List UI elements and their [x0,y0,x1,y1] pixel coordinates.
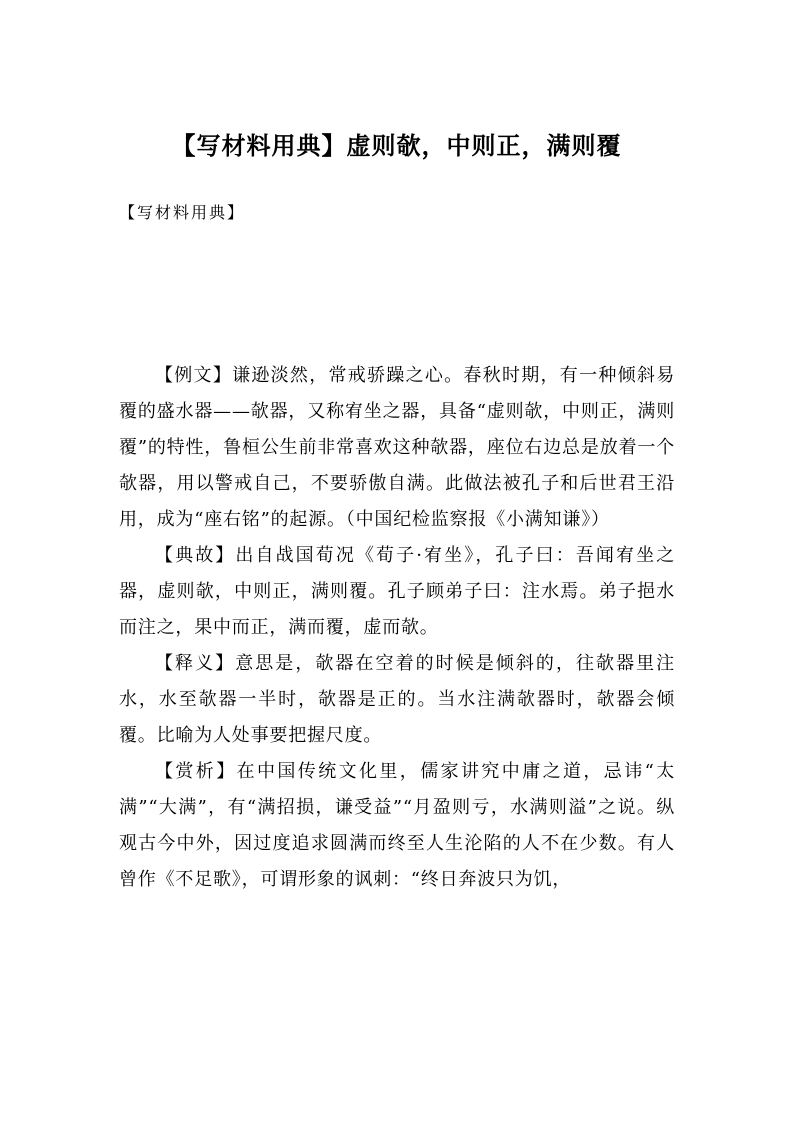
paragraph-allusion: 【典故】出自战国荀况《荀子·宥坐》，孔子曰：吾闻宥坐之器，虚则欹，中则正，满则覆。孔子顾弟子曰：注水焉。弟子挹水而注之，果中而正，满而覆，虚而欹。 [119,545,675,638]
document-title: 【写材料用典】虚则欹，中则正，满则覆 [171,132,622,160]
paragraph-explanation: 【释义】意思是，欹器在空着的时候是倾斜的，往欹器里注水，水至欹器一半时，欹器是正的。当水注满欹器时，欹器会倾覆。比喻为人处事要把握尺度。 [119,653,675,746]
document-body [119,358,675,898]
paragraph-appreciation: 【赏析】在中国传统文化里，儒家讲究中庸之道，忌讳“太满”“大满”，有“满招损，谦受益”“月盈则亏，水满则溢”之说。纵观古今中外，因过度追求圆满而终至人生沦陷的人不在少数。有人曾作《不足歌》，可谓形象的讽刺：“终日奔波只为饥， [119,761,675,890]
paragraph-example: 【例文】谦逊淡然，常戒骄躁之心。春秋时期，有一种倾斜易覆的盛水器——欹器，又称宥坐之器，具备“虚则欹，中则正，满则覆”的特性，鲁桓公生前非常喜欢这种欹器，座位右边总是放着一个欹器，用以警戒自己，不要骄傲自满。此做法被孔子和后世君王沿用，成为“座右铭”的起源。（中国纪检监察报《小满知谦》） [119,365,675,530]
category-tag: 【写材料用典】 [119,203,246,222]
